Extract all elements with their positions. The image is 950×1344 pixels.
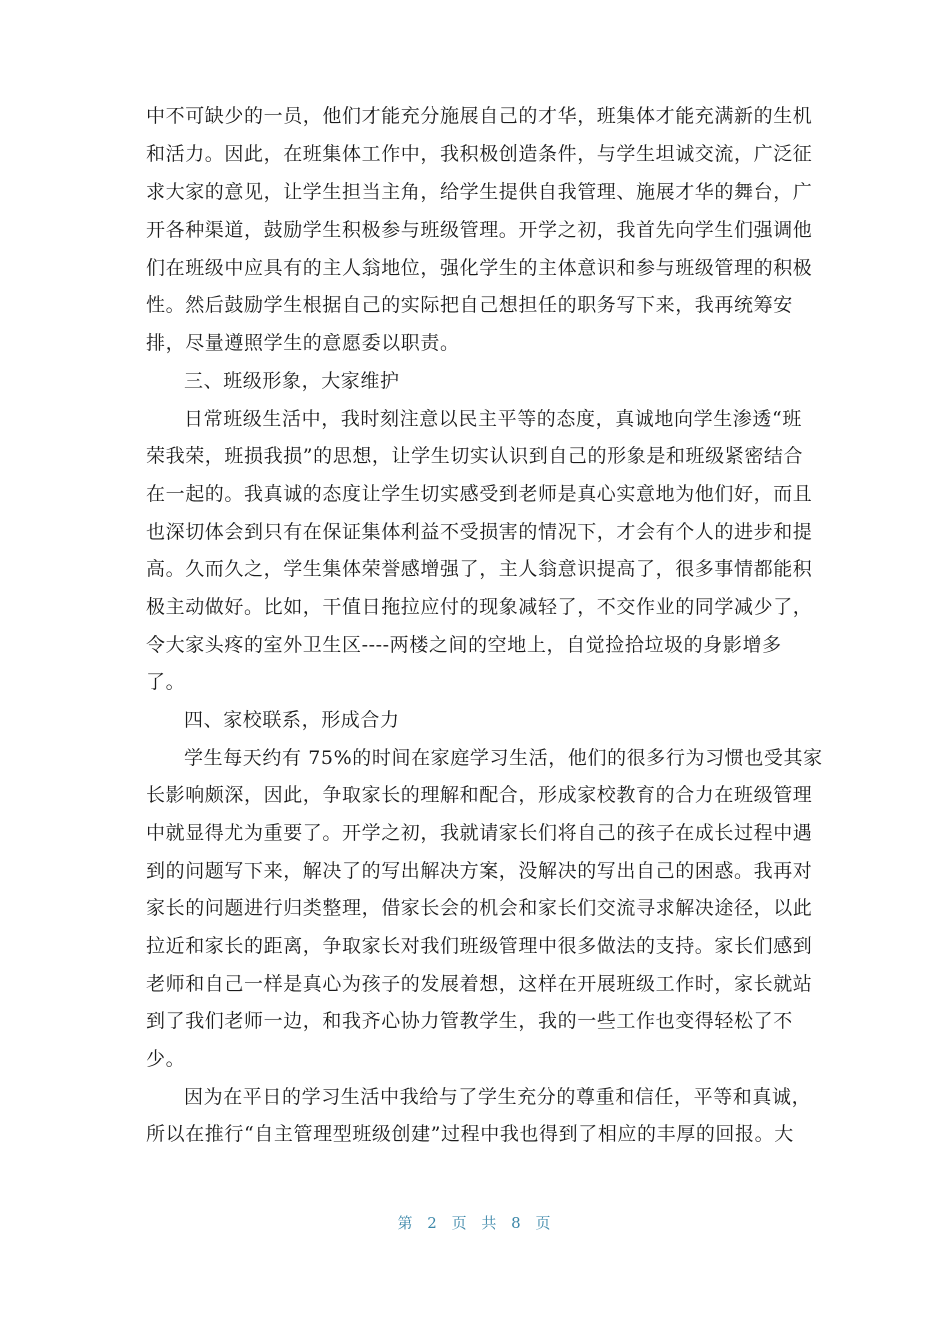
body-text-line: 极主动做好。比如，干值日拖拉应付的现象减轻了，不交作业的同学减少了， xyxy=(146,596,813,618)
body-text-line: 高。久而久之，学生集体荣誉感增强了，主人翁意识提高了，很多事情都能积 xyxy=(146,558,813,580)
body-text-line: 拉近和家长的距离，争取家长对我们班级管理中很多做法的支持。家长们感到 xyxy=(146,935,813,957)
body-text-line: 到了我们老师一边，和我齐心协力管教学生，我的一些工作也变得轻松了不 xyxy=(146,1010,793,1032)
section-heading: 三、班级形象，大家维护 xyxy=(184,370,400,392)
body-text-line: 了。 xyxy=(146,671,186,693)
body-text-line: 性。然后鼓励学生根据自己的实际把自己想担任的职务写下来，我再统筹安 xyxy=(146,294,793,316)
body-text-line: 到的问题写下来，解决了的写出解决方案，没解决的写出自己的困惑。我再对 xyxy=(146,860,813,882)
body-text-line: 中不可缺少的一员，他们才能充分施展自己的才华，班集体才能充满新的生机 xyxy=(146,105,813,127)
body-text-line: 中就显得尤为重要了。开学之初，我就请家长们将自己的孩子在成长过程中遇 xyxy=(146,822,813,844)
body-text-line: 长影响颇深，因此，争取家长的理解和配合，形成家校教育的合力在班级管理 xyxy=(146,784,813,806)
body-text-line: 开各种渠道，鼓励学生积极参与班级管理。开学之初，我首先向学生们强调他 xyxy=(146,219,813,241)
body-text-line: 令大家头疼的室外卫生区----两楼之间的空地上，自觉捡拾垃圾的身影增多 xyxy=(146,634,782,656)
body-text-line: 求大家的意见，让学生担当主角，给学生提供自我管理、施展才华的舞台，广 xyxy=(146,181,813,203)
section-heading: 四、家校联系，形成合力 xyxy=(184,709,400,731)
body-text-line: 也深切体会到只有在保证集体利益不受损害的情况下，才会有个人的进步和提 xyxy=(146,521,813,543)
body-text-line: 学生每天约有 75%的时间在家庭学习生活，他们的很多行为习惯也受其家 xyxy=(184,747,823,769)
body-text-line: 因为在平日的学习生活中我给与了学生充分的尊重和信任，平等和真诚， xyxy=(184,1086,812,1108)
body-text-line: 老师和自己一样是真心为孩子的发展着想，这样在开展班级工作时，家长就站 xyxy=(146,973,813,995)
body-text-line: 日常班级生活中，我时刻注意以民主平等的态度，真诚地向学生渗透“班 xyxy=(184,408,802,430)
page-number-footer: 第 2 页 共 8 页 xyxy=(397,1214,553,1232)
body-text-line: 排，尽量遵照学生的意愿委以职责。 xyxy=(146,332,460,354)
body-text-line: 和活力。因此，在班集体工作中，我积极创造条件，与学生坦诚交流，广泛征 xyxy=(146,143,813,165)
body-text-line: 在一起的。我真诚的态度让学生切实感受到老师是真心实意地为他们好，而且 xyxy=(146,483,813,505)
body-text-line: 少。 xyxy=(146,1048,186,1070)
body-text-line: 们在班级中应具有的主人翁地位，强化学生的主体意识和参与班级管理的积极 xyxy=(146,257,813,279)
body-text-line: 所以在推行“自主管理型班级创建”过程中我也得到了相应的丰厚的回报。大 xyxy=(146,1123,794,1145)
body-text-line: 荣我荣，班损我损”的思想，让学生切实认识到自己的形象是和班级紧密结合 xyxy=(146,445,804,467)
body-text-line: 家长的问题进行归类整理，借家长会的机会和家长们交流寻求解决途径，以此 xyxy=(146,897,813,919)
